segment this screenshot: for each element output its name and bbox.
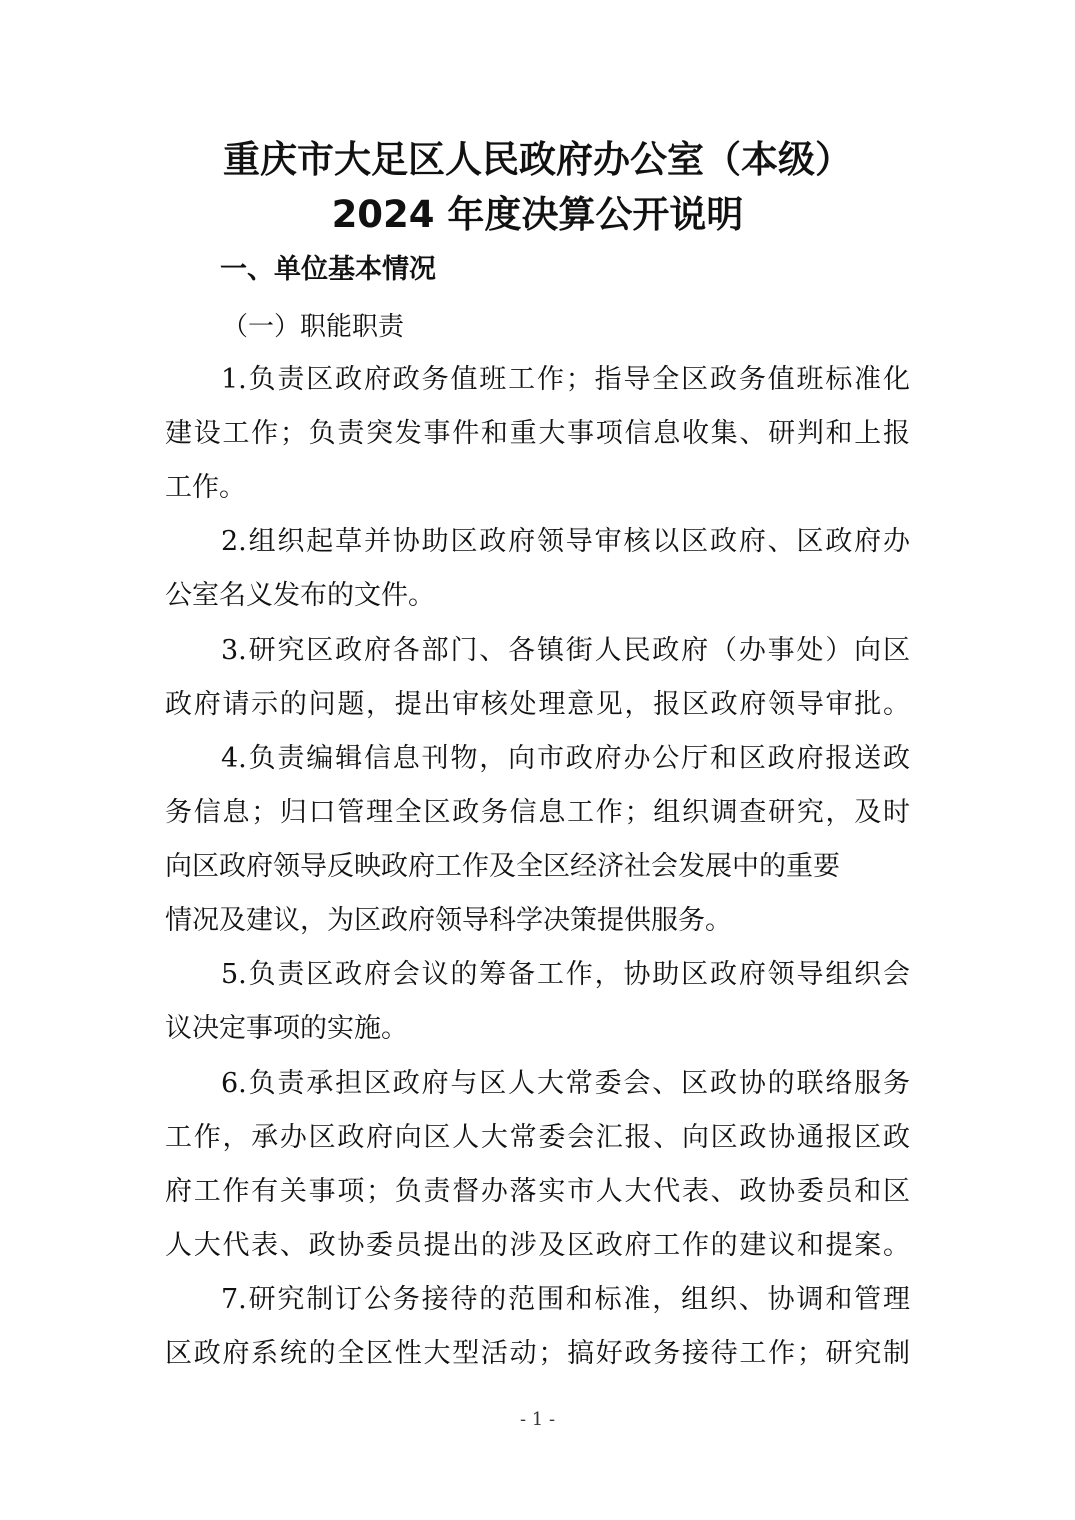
paragraph-3 — [165, 624, 910, 732]
document-title-line-1: 重庆市大足区人民政府办公室（本级） — [223, 138, 852, 181]
paragraph-line: 情况及建议，为区政府领导科学决策提供服务。 — [165, 905, 732, 936]
paragraph-line: 3.研究区政府各部门、各镇街人民政府（办事处）向区 — [221, 635, 910, 666]
document-title-line-2: 2024 年度决算公开说明 — [331, 193, 744, 236]
paragraph-line: 政府请示的问题，提出审核处理意见，报区政府领导审批。 — [165, 689, 910, 720]
paragraph-line: 向区政府领导反映政府工作及全区经济社会发展中的重要 — [165, 851, 840, 882]
paragraph-line: 建设工作；负责突发事件和重大事项信息收集、研判和上报 — [165, 418, 910, 449]
paragraph-6 — [165, 1057, 910, 1273]
paragraph-line: 工作，承办区政府向区人大常委会汇报、向区政协通报区政 — [165, 1122, 910, 1153]
paragraph-line: 务信息；归口管理全区政务信息工作；组织调查研究，及时 — [165, 797, 910, 828]
paragraph-4 — [165, 732, 910, 948]
paragraph-line: 公室名义发布的文件。 — [165, 580, 435, 611]
paragraph-line: 2.组织起草并协助区政府领导审核以区政府、区政府办 — [221, 526, 910, 557]
paragraph-line: 6.负责承担区政府与区人大常委会、区政协的联络服务 — [221, 1068, 910, 1099]
paragraph-5 — [165, 948, 910, 1056]
paragraph-line: 4.负责编辑信息刊物，向市政府办公厅和区政府报送政 — [221, 743, 910, 774]
paragraph-7 — [165, 1273, 910, 1381]
paragraph-line: 府工作有关事项；负责督办落实市人大代表、政协委员和区 — [165, 1176, 910, 1207]
section-heading: 一、单位基本情况 — [220, 254, 436, 285]
paragraph-line: 1.负责区政府政务值班工作；指导全区政务值班标准化 — [221, 364, 910, 395]
subsection-heading: （一）职能职责 — [222, 312, 405, 342]
paragraph-line: 7.研究制订公务接待的范围和标准，组织、协调和管理 — [221, 1284, 910, 1315]
paragraph-line: 工作。 — [165, 472, 246, 503]
paragraph-line: 区政府系统的全区性大型活动；搞好政务接待工作；研究制 — [165, 1338, 910, 1369]
paragraph-2 — [165, 515, 910, 623]
paragraph-1 — [165, 353, 910, 515]
paragraph-line: 议决定事项的实施。 — [165, 1013, 408, 1044]
page-number: - 1 - — [519, 1409, 556, 1430]
paragraph-line: 人大代表、政协委员提出的涉及区政府工作的建议和提案。 — [165, 1230, 910, 1261]
paragraph-line: 5.负责区政府会议的筹备工作，协助区政府领导组织会 — [221, 959, 910, 990]
